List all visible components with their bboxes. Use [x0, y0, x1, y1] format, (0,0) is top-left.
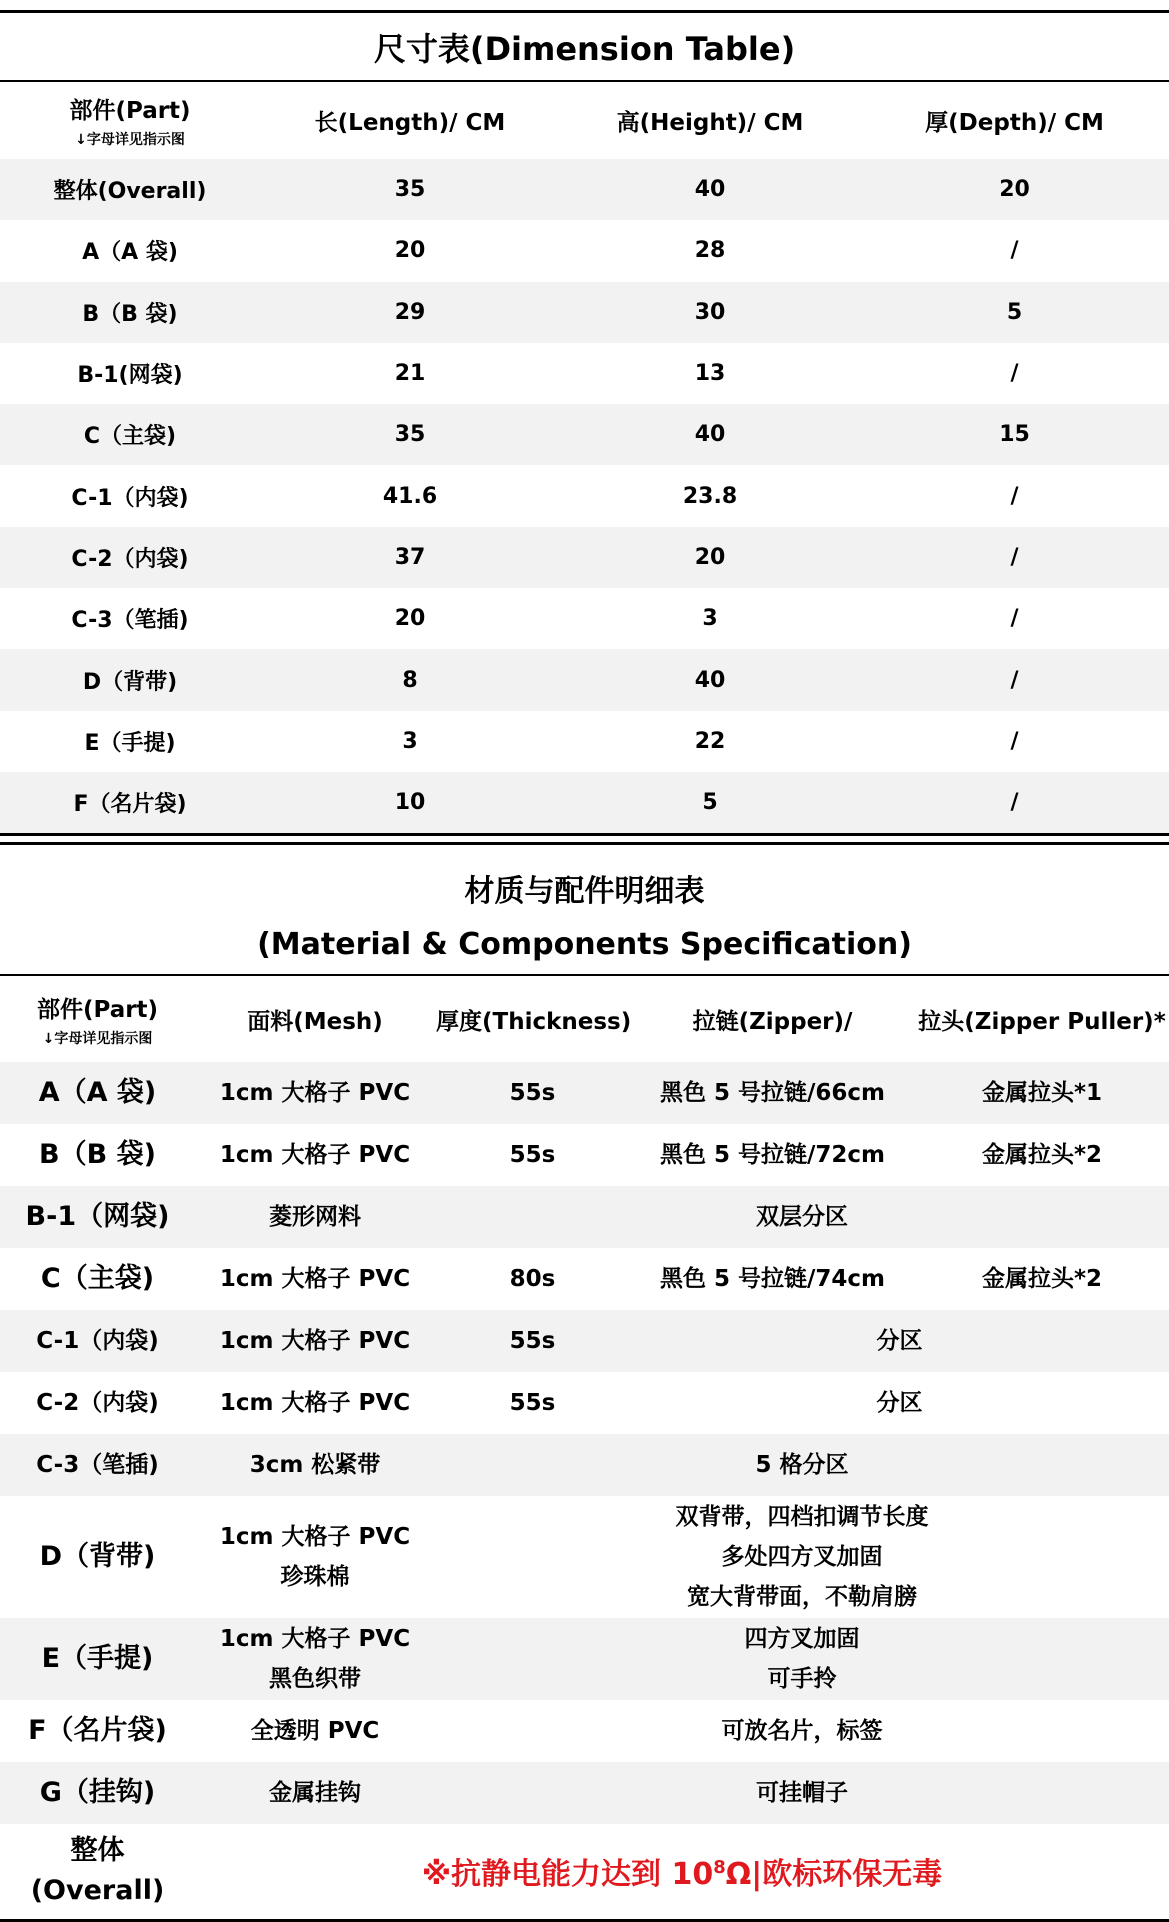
height-cell: 28 — [694, 238, 726, 264]
part-cell: G（挂钩) — [0, 1762, 195, 1824]
table-row — [0, 1434, 1169, 1496]
dimension-table — [0, 10, 1169, 836]
table-row — [0, 1762, 1169, 1824]
table-row — [0, 1186, 1169, 1248]
table-row — [0, 711, 1169, 772]
puller-cell: 金属拉头*2 — [982, 1142, 1103, 1168]
height-cell: 20 — [560, 527, 860, 588]
length-cell: 29 — [260, 282, 560, 343]
part-cell: C-3（笔插) — [71, 608, 189, 634]
part-cell: E（手提) — [84, 730, 176, 756]
depth-cell: 5 — [860, 282, 1169, 343]
part-cell: F（名片袋) — [28, 1715, 167, 1746]
depth-cell: / — [860, 649, 1169, 710]
table-row — [0, 1372, 1169, 1434]
table-row — [0, 404, 1169, 465]
table-row — [0, 220, 1169, 281]
table-row — [0, 1248, 1169, 1310]
mesh-cell: 1cm 大格子 PVC 黑色织带 — [195, 1618, 435, 1700]
mesh-cell: 1cm 大格子 PVC — [219, 1142, 411, 1168]
note-cell: 5 格分区 — [435, 1434, 1169, 1496]
table-row — [0, 282, 1169, 343]
note-cell: 可挂帽子 — [435, 1762, 1169, 1824]
depth-cell: 20 — [860, 159, 1169, 220]
part-column-header: 部件(Part) ↓字母详见指示图 — [36, 996, 159, 1047]
mesh-cell: 1cm 大格子 PVC — [195, 1062, 435, 1124]
height-cell: 3 — [702, 606, 718, 632]
mesh-cell: 3cm 松紧带 — [195, 1434, 435, 1496]
height-cell: 40 — [560, 159, 860, 220]
note-cell: 分区 — [876, 1390, 923, 1416]
table-row — [0, 588, 1169, 649]
depth-cell: 15 — [860, 404, 1169, 465]
height-cell: 23.8 — [682, 483, 738, 509]
part-column-header: 部件(Part) ↓字母详见指示图 — [69, 98, 191, 148]
table-row — [0, 465, 1169, 526]
part-cell: D（背带) — [39, 1541, 156, 1572]
length-cell: 20 — [394, 238, 426, 264]
table-row — [0, 1310, 1169, 1372]
dimension-table-title: 尺寸表(Dimension Table) — [0, 12, 1169, 82]
part-cell: C-3（笔插) — [0, 1434, 195, 1496]
table-row — [0, 527, 1169, 588]
depth-cell: / — [860, 772, 1169, 835]
length-cell: 35 — [260, 159, 560, 220]
thickness-cell: 55s — [509, 1142, 556, 1168]
length-cell: 10 — [260, 772, 560, 835]
part-cell: E（手提) — [0, 1618, 195, 1700]
mesh-cell: 1cm 大格子 PVC — [219, 1390, 411, 1416]
height-cell: 13 — [694, 361, 726, 387]
material-table — [0, 842, 1169, 1922]
table-row — [0, 1496, 1169, 1618]
mesh-cell: 1cm 大格子 PVC 珍珠棉 — [219, 1524, 411, 1590]
zipper-column-header: 拉链(Zipper)/ — [692, 1008, 853, 1035]
mesh-cell: 1cm 大格子 PVC — [219, 1266, 411, 1292]
part-cell: C（主袋) — [0, 404, 260, 465]
depth-cell: / — [1010, 361, 1019, 387]
thickness-cell: 80s — [509, 1266, 556, 1292]
depth-cell: / — [1010, 238, 1019, 264]
part-cell: 整体(Overall) — [0, 159, 260, 220]
depth-cell: / — [860, 527, 1169, 588]
note-cell: 四方叉加固 可手拎 — [435, 1618, 1169, 1700]
height-column-header: 高(Height)/ CM — [616, 110, 804, 136]
mesh-column-header: 面料(Mesh) — [247, 1008, 383, 1035]
length-cell: 3 — [402, 728, 418, 754]
height-cell: 30 — [560, 282, 860, 343]
length-cell: 20 — [394, 606, 426, 632]
zipper-cell: 黑色 5 号拉链/72cm — [659, 1142, 886, 1168]
note-cell: 可放名片，标签 — [721, 1718, 883, 1744]
note-cell: 分区 — [630, 1310, 1169, 1372]
zipper-cell: 黑色 5 号拉链/74cm — [659, 1266, 886, 1292]
part-cell: C（主袋) — [40, 1263, 155, 1294]
part-cell: D（背带) — [0, 649, 260, 710]
table-row — [0, 1062, 1169, 1124]
table-row — [0, 649, 1169, 710]
depth-cell: / — [1010, 606, 1019, 632]
note-cell: 双背带，四档扣调节长度 多处四方叉加固 宽大背带面，不勒肩膀 — [675, 1504, 929, 1610]
height-cell: 5 — [560, 772, 860, 835]
height-cell: 40 — [560, 649, 860, 710]
part-cell: B-1（网袋) — [0, 1186, 195, 1248]
part-cell: B（B 袋) — [0, 282, 260, 343]
part-cell: 整体 (Overall) — [0, 1824, 195, 1920]
part-cell: C-1（内袋) — [0, 1310, 195, 1372]
length-column-header: 长(Length)/ CM — [314, 110, 506, 136]
table-row — [0, 159, 1169, 220]
thickness-cell: 55s — [509, 1390, 556, 1416]
thickness-cell: 55s — [435, 1062, 630, 1124]
mesh-cell: 1cm 大格子 PVC — [195, 1310, 435, 1372]
mesh-cell: 菱形网料 — [195, 1186, 435, 1248]
length-cell: 37 — [260, 527, 560, 588]
length-cell: 8 — [260, 649, 560, 710]
table-row — [0, 1824, 1169, 1920]
puller-column-header: 拉头(Zipper Puller)* — [918, 1008, 1166, 1035]
depth-cell: / — [1010, 728, 1019, 754]
mesh-cell: 金属挂钩 — [195, 1762, 435, 1824]
length-cell: 21 — [394, 361, 426, 387]
table-row — [0, 343, 1169, 404]
thickness-column-header: 厚度(Thickness) — [436, 1008, 632, 1035]
antistatic-note: ※抗静电能力达到 $10^8\Omega|$欧标环保无毒 — [195, 1824, 1169, 1920]
material-table-subtitle: (Material & Components Specification) — [0, 914, 1169, 975]
table-row — [0, 1700, 1169, 1762]
height-cell: 40 — [560, 404, 860, 465]
material-table-title: 材质与配件明细表 — [0, 844, 1169, 915]
mesh-cell: 全透明 PVC — [250, 1718, 380, 1744]
length-cell: 41.6 — [382, 483, 438, 509]
part-cell: C-1（内袋) — [71, 485, 189, 511]
table-row — [0, 1124, 1169, 1186]
table-row — [0, 772, 1169, 835]
height-cell: 22 — [694, 728, 726, 754]
part-cell: B-1(网袋) — [77, 363, 183, 389]
puller-cell: 金属拉头*1 — [915, 1062, 1169, 1124]
part-cell: A（A 袋) — [82, 240, 178, 266]
depth-column-header: 厚(Depth)/ CM — [925, 110, 1104, 136]
part-cell: B（B 袋) — [39, 1139, 156, 1170]
part-cell: F（名片袋) — [0, 772, 260, 835]
zipper-cell: 黑色 5 号拉链/66cm — [630, 1062, 915, 1124]
note-cell: 双层分区 — [435, 1186, 1169, 1248]
part-cell: C-2（内袋) — [0, 527, 260, 588]
thickness-cell: 55s — [435, 1310, 630, 1372]
length-cell: 35 — [260, 404, 560, 465]
part-cell: C-2（内袋) — [36, 1390, 159, 1416]
depth-cell: / — [1010, 483, 1019, 509]
puller-cell: 金属拉头*2 — [982, 1266, 1103, 1292]
part-cell: A（A 袋) — [0, 1062, 195, 1124]
table-row — [0, 1618, 1169, 1700]
